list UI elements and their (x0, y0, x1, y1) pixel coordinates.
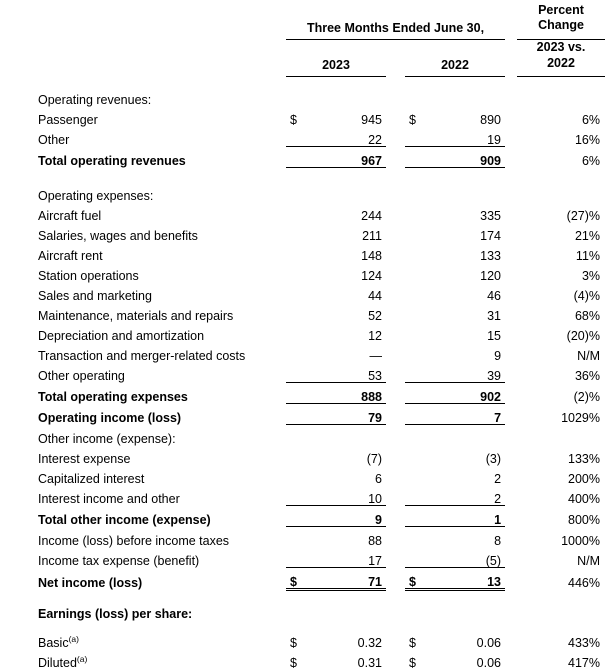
currency-symbol-2022 (405, 485, 427, 506)
row-label: Depreciation and amortization (38, 328, 205, 343)
value-2022: 133 (480, 248, 502, 263)
table-row (0, 629, 605, 649)
value-2022: 2 (494, 491, 502, 506)
table-row-subtotal (0, 506, 605, 527)
percent-sub-line1: 2023 vs. (536, 40, 586, 54)
currency-symbol-2022 (405, 262, 427, 282)
table-row-total (0, 568, 605, 590)
value-2022: 13 (427, 568, 505, 590)
table-row (0, 242, 605, 262)
value-2023: 0.32 (357, 635, 382, 650)
value-2022: 902 (427, 383, 505, 404)
value-2023: 211 (362, 228, 382, 243)
value-percent-change: 1000% (561, 533, 601, 548)
value-2022: 46 (487, 288, 502, 303)
table-row (0, 126, 605, 147)
table-row (0, 106, 605, 126)
year-2022-header: 2022 (441, 57, 469, 72)
currency-symbol-2022 (405, 222, 427, 242)
value-2023: 148 (361, 248, 382, 263)
period-header: Three Months Ended June 30, (306, 20, 485, 35)
footnote-marker: (a) (68, 633, 79, 644)
row-label: Other operating (38, 369, 125, 384)
table-row (0, 485, 605, 506)
table-row (0, 649, 605, 669)
value-2022: 174 (480, 228, 502, 243)
currency-symbol-2022 (405, 147, 427, 168)
row-label: Total other income (expense) (38, 513, 211, 528)
value-2022: 335 (480, 208, 502, 223)
value-percent-change: N/M (577, 348, 601, 363)
table-row (0, 547, 605, 568)
value-2022: 890 (480, 112, 502, 127)
value-2022: 2 (494, 471, 502, 486)
value-percent-change: 11% (575, 248, 601, 263)
header-year-row (0, 40, 605, 75)
year-row-blank (0, 40, 286, 75)
row-label: Interest income and other (38, 492, 180, 507)
value-2022: (5) (485, 553, 502, 568)
year-2023-header: 2023 (322, 57, 350, 72)
row-label: Aircraft fuel (38, 208, 102, 223)
currency-symbol-2023 (286, 222, 308, 242)
value-2023: 945 (361, 112, 382, 127)
value-2022: 120 (480, 268, 502, 283)
value-percent-change: 200% (568, 471, 601, 486)
value-2022: 7 (427, 404, 505, 425)
value-percent-change: (2)% (573, 390, 601, 405)
value-2023: — (369, 348, 382, 363)
currency-symbol-2023 (286, 126, 308, 147)
value-2023: 52 (368, 308, 382, 323)
currency-symbol-2023 (286, 527, 308, 548)
row-label: Operating income (loss) (38, 411, 182, 426)
currency-symbol-2023 (286, 282, 308, 302)
value-2023: 888 (308, 383, 386, 404)
value-2023: 22 (368, 132, 382, 147)
value-2023: 71 (308, 568, 386, 590)
value-2023: 44 (368, 288, 382, 303)
value-percent-change: 16% (574, 133, 601, 148)
currency-symbol-2022: $ (409, 112, 416, 127)
value-2023: 88 (368, 533, 382, 548)
currency-symbol-2023 (286, 302, 308, 322)
row-label: Sales and marketing (38, 288, 152, 303)
value-2023: 244 (361, 208, 382, 223)
table-row (0, 342, 605, 362)
row-label-basic (0, 629, 286, 649)
currency-symbol-2022 (405, 383, 427, 404)
value-2023: 0.31 (357, 655, 382, 670)
table-row (0, 282, 605, 302)
year-gap (386, 40, 405, 75)
value-2022: 8 (494, 533, 502, 548)
value-2023: 6 (375, 471, 382, 486)
eps-spacer (0, 590, 605, 601)
value-2022: 0.06 (476, 635, 502, 650)
percent-sub-line2: 2022 (547, 55, 575, 70)
value-2022: 909 (427, 147, 505, 168)
value-percent-change: (4)% (573, 288, 601, 303)
percent-change-line2: Change (538, 18, 584, 33)
value-2023: 17 (368, 553, 382, 568)
currency-symbol-2022 (405, 126, 427, 147)
row-label: Transaction and merger-related costs (38, 348, 246, 363)
value-percent-change: 3% (581, 268, 601, 283)
value-percent-change: 433% (568, 635, 601, 650)
table-row (0, 527, 605, 548)
row-operating-revenues-heading (0, 86, 605, 106)
currency-symbol-2022: $ (409, 635, 416, 650)
percent-change-line1: Percent (538, 2, 584, 17)
row-label: Total operating revenues (38, 154, 186, 169)
table-row (0, 445, 605, 465)
row-label: Maintenance, materials and repairs (38, 308, 234, 323)
table-row (0, 302, 605, 322)
value-2022: 1 (427, 506, 505, 527)
currency-symbol-2022 (405, 322, 427, 342)
value-2023: 10 (368, 491, 382, 506)
row-other-income-heading (0, 425, 605, 446)
header-top-row (0, 0, 605, 37)
currency-symbol-2023: $ (290, 112, 297, 127)
value-2023: 79 (308, 404, 386, 425)
currency-symbol-2023: $ (286, 568, 308, 590)
table-row-subtotal (0, 383, 605, 404)
eps-heading: Earnings (loss) per share: (38, 606, 193, 621)
currency-symbol-2022 (405, 302, 427, 322)
value-2023: (7) (366, 451, 382, 466)
row-label: Salaries, wages and benefits (38, 228, 198, 243)
currency-symbol-2022: $ (409, 655, 416, 670)
row-label: Basic (38, 635, 69, 650)
operating-expenses-heading: Operating expenses: (38, 188, 154, 203)
currency-symbol-2023 (286, 383, 308, 404)
value-2022: 15 (487, 328, 502, 343)
value-2022: 0.06 (476, 655, 502, 670)
value-percent-change: (27)% (566, 208, 601, 223)
currency-symbol-2022 (405, 342, 427, 362)
value-2022: 9 (494, 348, 502, 363)
header-body-spacer (0, 77, 605, 87)
value-percent-change: 417% (568, 655, 601, 670)
table-row (0, 202, 605, 222)
table-row (0, 222, 605, 242)
section-spacer-1 (0, 168, 605, 183)
value-2023: 12 (368, 328, 382, 343)
header-gap (505, 0, 517, 37)
currency-symbol-2022: $ (405, 568, 427, 590)
currency-symbol-2023 (286, 262, 308, 282)
row-operating-expenses-heading (0, 182, 605, 202)
currency-symbol-2022 (405, 202, 427, 222)
currency-symbol-2022 (405, 242, 427, 262)
currency-symbol-2023 (286, 506, 308, 527)
row-label: Other (38, 133, 70, 148)
currency-symbol-2023: $ (290, 635, 297, 650)
header-corner-blank (0, 0, 286, 37)
currency-symbol-2022 (405, 506, 427, 527)
currency-symbol-2022 (405, 465, 427, 485)
table-row-subtotal (0, 404, 605, 425)
operating-revenues-heading: Operating revenues: (38, 92, 152, 107)
row-label: Interest expense (38, 451, 131, 466)
eps-spacer-2 (0, 620, 605, 629)
table-row (0, 262, 605, 282)
row-label: Capitalized interest (38, 471, 145, 486)
value-percent-change: 21% (574, 228, 601, 243)
value-2023: 9 (308, 506, 386, 527)
currency-symbol-2023 (286, 404, 308, 425)
value-2022: 39 (487, 368, 502, 383)
row-label-diluted (0, 649, 286, 669)
row-label: Income tax expense (benefit) (38, 554, 200, 569)
row-label: Aircraft rent (38, 248, 103, 263)
value-percent-change: 6% (581, 112, 601, 127)
currency-symbol-2023 (286, 342, 308, 362)
footnote-marker: (a) (76, 653, 88, 664)
row-label: Total operating expenses (38, 390, 188, 405)
currency-symbol-2023 (286, 242, 308, 262)
row-label: Income (loss) before income taxes (38, 533, 230, 548)
currency-symbol-2023 (286, 362, 308, 383)
value-2023: 967 (308, 147, 386, 168)
percent-sub-header (517, 40, 605, 75)
row-label: Net income (loss) (38, 576, 143, 591)
value-percent-change: 133% (568, 451, 601, 466)
currency-symbol-2022 (405, 445, 427, 465)
currency-symbol-2023 (286, 465, 308, 485)
row-label: Station operations (38, 268, 139, 283)
value-2022: (3) (485, 451, 502, 466)
year-gap-2 (505, 40, 517, 75)
table-row-subtotal (0, 147, 605, 168)
percent-change-header (517, 0, 605, 37)
currency-symbol-2023 (286, 445, 308, 465)
value-2022: 31 (487, 308, 502, 323)
currency-symbol-2022 (405, 527, 427, 548)
currency-symbol-2023 (286, 147, 308, 168)
value-percent-change: 68% (574, 308, 601, 323)
value-percent-change: 1029% (561, 411, 601, 426)
currency-symbol-2023 (286, 202, 308, 222)
value-2023: 124 (361, 268, 382, 283)
value-percent-change: 400% (568, 492, 601, 507)
currency-symbol-2023 (286, 547, 308, 568)
currency-symbol-2023 (286, 485, 308, 506)
currency-symbol-2022 (405, 282, 427, 302)
value-2022: 19 (487, 132, 502, 147)
currency-symbol-2022 (405, 362, 427, 383)
value-percent-change: (20)% (566, 328, 601, 343)
value-percent-change: N/M (577, 554, 601, 569)
row-eps-heading (0, 600, 605, 620)
value-percent-change: 6% (581, 154, 601, 169)
value-percent-change: 800% (568, 513, 601, 528)
table-row (0, 465, 605, 485)
table-row (0, 322, 605, 342)
value-2023: 53 (368, 368, 382, 383)
currency-symbol-2023 (286, 322, 308, 342)
value-percent-change: 446% (568, 576, 601, 591)
table-row (0, 362, 605, 383)
row-label: Passenger (38, 112, 98, 127)
currency-symbol-2023: $ (290, 655, 297, 670)
other-income-heading: Other income (expense): (38, 431, 176, 446)
row-label: Diluted (38, 655, 77, 670)
currency-symbol-2022 (405, 547, 427, 568)
currency-symbol-2022 (405, 404, 427, 425)
value-percent-change: 36% (574, 369, 601, 384)
